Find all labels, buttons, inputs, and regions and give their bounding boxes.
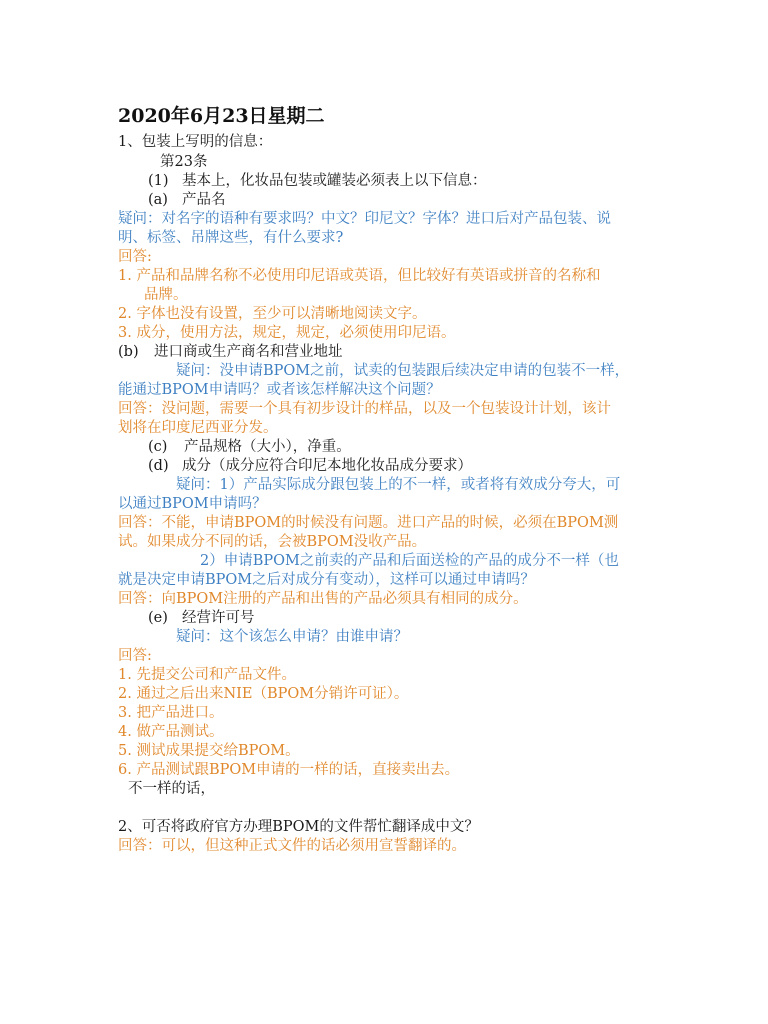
answer-a-item2: 2. 字体也没有设置，至少可以清晰地阅读文字。 bbox=[118, 306, 427, 322]
item-e bbox=[148, 609, 255, 627]
item-c-label: 产品规格（大小），净重。 bbox=[184, 439, 351, 455]
item-a bbox=[148, 191, 226, 209]
answer-a-item1-line2: 品牌。 bbox=[144, 287, 188, 303]
question-a-line1: 疑问：对名字的语种有要求吗？中文？印尼文？字体？进口后对产品包装、说 bbox=[118, 211, 611, 227]
item-1-marker: (1) bbox=[148, 173, 169, 189]
question-b-line2: 能通过BPOM申请吗？或者该怎样解决这个问题？ bbox=[118, 382, 441, 398]
answer-a-item1-line1: 1. 产品和品牌名称不必使用印尼语或英语，但比较好有英语或拼音的名称和 bbox=[118, 268, 601, 284]
answer-a-item3: 3. 成分，使用方法，规定，规定，必须使用印尼语。 bbox=[118, 325, 456, 341]
item-b bbox=[118, 343, 343, 361]
item-b-label: 进口商或生产商名和营业地址 bbox=[154, 344, 343, 360]
answer-e-else: 不一样的话， bbox=[128, 781, 215, 797]
document-date-title: 2020年6月23日星期二 bbox=[118, 105, 325, 127]
item-c bbox=[148, 438, 351, 456]
question-d1-line2: 以通过BPOM申请吗？ bbox=[118, 496, 267, 512]
question-d1-line1: 疑问：1）产品实际成分跟包装上的不一样，或者将有效成分夸大，可 bbox=[176, 477, 621, 493]
item-e-label: 经营许可号 bbox=[182, 610, 255, 626]
item-c-marker: (c) bbox=[148, 439, 168, 455]
answer-e-step: 4. 做产品测试。 bbox=[118, 724, 224, 740]
item-a-marker: (a) bbox=[148, 192, 168, 208]
q2-heading: 2、可否将政府官方办理BPOM的文件帮忙翻译成中文？ bbox=[118, 819, 479, 835]
answer-e-step: 6. 产品测试跟BPOM申请的一样的话，直接卖出去。 bbox=[118, 762, 460, 778]
q2-answer: 回答：可以，但这种正式文件的话必须用宣誓翻译的。 bbox=[118, 838, 466, 854]
answer-b-line1: 回答：没问题，需要一个具有初步设计的样品，以及一个包装设计计划，该计 bbox=[118, 401, 611, 417]
question-e: 疑问：这个该怎么申请？由谁申请？ bbox=[176, 629, 408, 645]
answer-e-step: 5. 测试成果提交给BPOM。 bbox=[118, 743, 300, 759]
item-d-label: 成分（成分应符合印尼本地化妆品成分要求） bbox=[182, 458, 472, 474]
item-e-marker: (e) bbox=[148, 610, 168, 626]
item-a-label: 产品名 bbox=[182, 192, 226, 208]
answer-e-step: 3. 把产品进口。 bbox=[118, 705, 224, 721]
item-d-marker: (d) bbox=[148, 458, 169, 474]
answer-d1-line1: 回答：不能，申请BPOM的时候没有问题。进口产品的时候，必须在BPOM测 bbox=[118, 515, 619, 531]
article-label: 第23条 bbox=[160, 154, 208, 170]
answer-d2: 回答：向BPOM注册的产品和出售的产品必须具有相同的成分。 bbox=[118, 591, 528, 607]
item-b-marker: (b) bbox=[118, 344, 139, 360]
answer-a-heading: 回答: bbox=[118, 249, 152, 265]
answer-d1-line2: 试。如果成分不同的话，会被BPOM没收产品。 bbox=[118, 534, 427, 550]
answer-b-line2: 划将在印度尼西亚分发。 bbox=[118, 420, 278, 436]
question-d2-line2: 就是决定申请BPOM之后对成分有变动），这样可以通过申请吗？ bbox=[118, 572, 535, 588]
question-a-line2: 明、标签、吊牌这些，有什么要求? bbox=[118, 230, 344, 246]
answer-e-step: 2. 通过之后出来NIE（BPOM分销许可证）。 bbox=[118, 686, 409, 702]
answer-e-heading: 回答: bbox=[118, 648, 152, 664]
question-b-line1: 疑问：没申请BPOM之前，试卖的包装跟后续决定申请的包装不一样， bbox=[176, 363, 630, 379]
question-d2-line1: 2）申请BPOM之前卖的产品和后面送检的产品的成分不一样（也 bbox=[200, 553, 619, 569]
q1-heading: 1、包装上写明的信息： bbox=[118, 134, 273, 150]
answer-e-step: 1. 先提交公司和产品文件。 bbox=[118, 667, 296, 683]
item-d bbox=[148, 457, 472, 475]
item-1-text: 基本上，化妆品包装或罐装必须表上以下信息： bbox=[182, 173, 487, 189]
item-1 bbox=[148, 172, 487, 190]
